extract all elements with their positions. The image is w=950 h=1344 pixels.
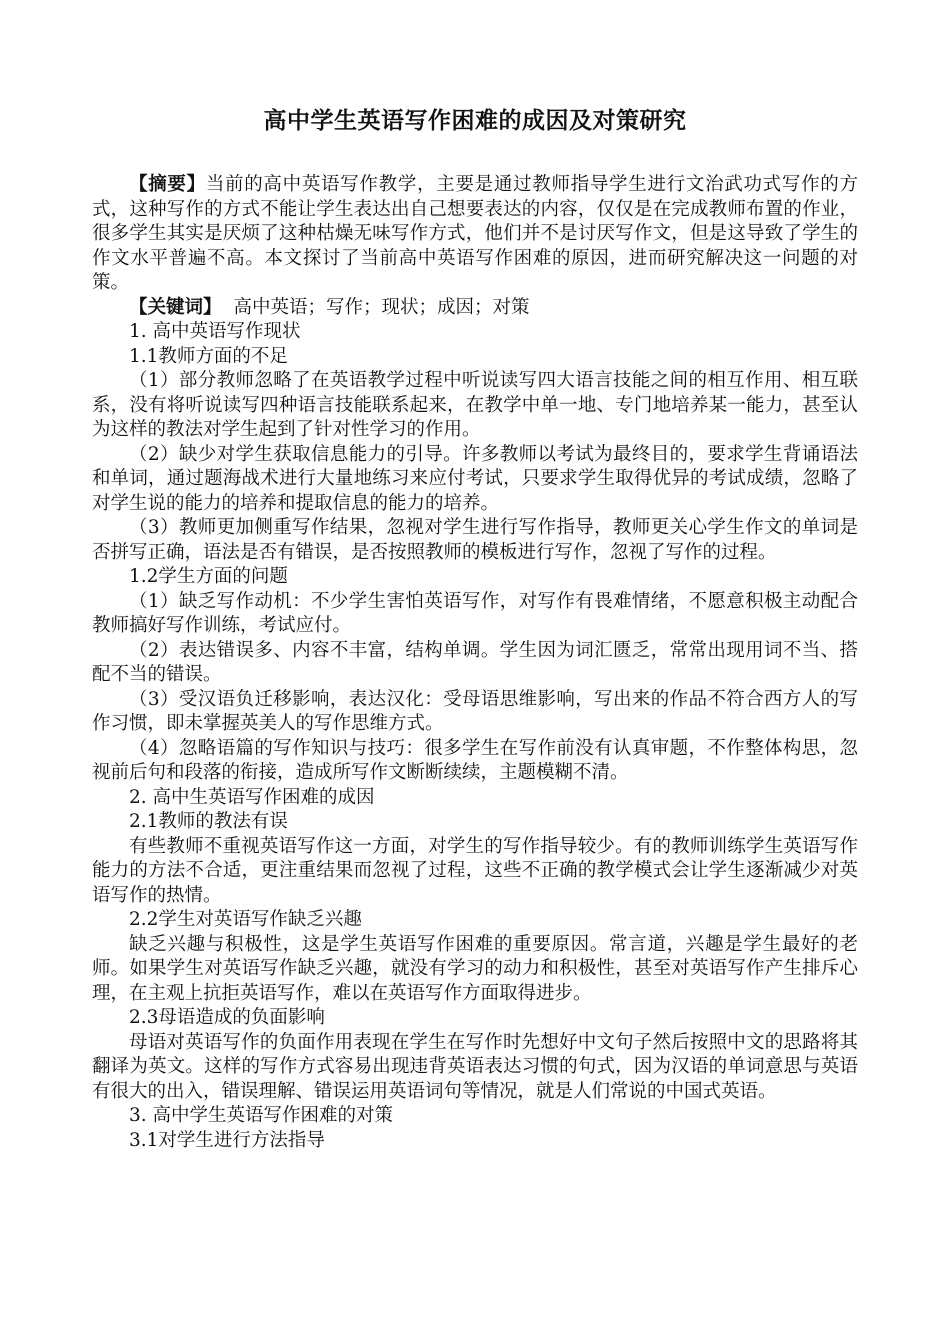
paragraph-2-3-1: 母语对英语写作的负面作用表现在学生在写作时先想好中文句子然后按照中文的思路将其翻译为英文。这样的写作方式容易出现违背英语表达习惯的句式，因为汉语的单词意思与英语有很大的出入，错误理解、错误运用英语词句等情况，就是人们常说的中国式英语。 — [92, 1031, 858, 1102]
paragraph-2-1-1: 有些教师不重视英语写作这一方面，对学生的写作指导较少。有的教师训练学生英语写作能力的方法不合适，更注重结果而忽视了过程，这些不正确的教学模式会让学生逐渐减少对英语写作的热情。 — [92, 835, 858, 906]
subsection-heading-2-2: 2.2学生对英语写作缺乏兴趣 — [129, 909, 362, 930]
keywords-label: 【关键词】 — [129, 296, 222, 318]
paragraph-1-2-4: （4）忽略语篇的写作知识与技巧：很多学生在写作前没有认真审题，不作整体构思，忽视前后句和段落的衔接，造成所写作文断断续续，主题模糊不清。 — [92, 737, 858, 783]
keywords-paragraph — [92, 296, 858, 321]
paragraph-1-1-3: （3）教师更加侧重写作结果，忽视对学生进行写作指导，教师更关心学生作文的单词是否拼写正确，语法是否有错误，是否按照教师的模板进行写作，忽视了写作的过程。 — [92, 517, 858, 563]
subsection-heading-1-2: 1.2学生方面的问题 — [129, 566, 288, 587]
paragraph-1-1-1: （1）部分教师忽略了在英语教学过程中听说读写四大语言技能之间的相互作用、相互联系，没有将听说读写四种语言技能联系起来，在教学中单一地、专门地培养某一能力，甚至认为这样的教法对学生起到了针对性学习的作用。 — [92, 370, 858, 440]
paragraph-1-2-3: （3）受汉语负迁移影响，表达汉化：受母语思维影响，写出来的作品不符合西方人的写作习惯，即未掌握英美人的写作思维方式。 — [92, 688, 858, 734]
keywords-text: 高中英语；写作；现状；成因；对策 — [233, 296, 530, 318]
section-heading-3: 3. 高中学生英语写作困难的对策 — [129, 1105, 394, 1126]
document-title: 高中学生英语写作困难的成因及对策研究 — [263, 108, 687, 134]
section-heading-2: 2. 高中生英语写作困难的成因 — [129, 786, 375, 808]
abstract-text: 当前的高中英语写作教学，主要是通过教师指导学生进行文治武功式写作的方式，这种写作的方式不能让学生表达出自己想要表达的内容，仅仅是在完成教师布置的作业，很多学生其实是厌烦了这种枯燥无味写作方式，他们并不是讨厌写作文，但是这导致了学生的作文水平普遍不高。本文探讨了当前高中英语写作困难的原因，进而研究解决这一问题的对策。 — [92, 174, 858, 293]
paragraph-1-2-2: （2）表达错误多、内容不丰富，结构单调。学生因为词汇匮乏，常常出现用词不当、搭配不当的错误。 — [92, 639, 858, 685]
paragraph-1-2-1: （1）缺乏写作动机：不少学生害怕英语写作，对写作有畏难情绪，不愿意积极主动配合教师搞好写作训练，考试应付。 — [92, 590, 858, 636]
subsection-heading-2-3: 2.3母语造成的负面影响 — [129, 1007, 325, 1028]
subsection-heading-2-1: 2.1教师的教法有误 — [129, 811, 288, 832]
abstract-paragraph — [92, 173, 858, 296]
subsection-heading-3-1: 3.1对学生进行方法指导 — [129, 1129, 325, 1151]
paragraph-2-2-1: 缺乏兴趣与积极性，这是学生英语写作困难的重要原因。常言道，兴趣是学生最好的老师。如果学生对英语写作缺乏兴趣，就没有学习的动力和积极性，甚至对英语写作产生排斥心理，在主观上抗拒英语写作，难以在英语写作方面取得进步。 — [92, 933, 858, 1004]
abstract-label: 【摘要】 — [129, 174, 206, 195]
subsection-heading-1-1: 1.1教师方面的不足 — [129, 345, 288, 367]
paragraph-1-1-2: （2）缺少对学生获取信息能力的引导。许多教师以考试为最终目的，要求学生背诵语法和单词，通过题海战术进行大量地练习来应付考试，只要求学生取得优异的考试成绩，忽略了对学生说的能力的培养和提取信息的能力的培养。 — [92, 443, 858, 514]
document-body — [92, 106, 858, 1153]
section-heading-1: 1. 高中英语写作现状 — [129, 321, 301, 342]
